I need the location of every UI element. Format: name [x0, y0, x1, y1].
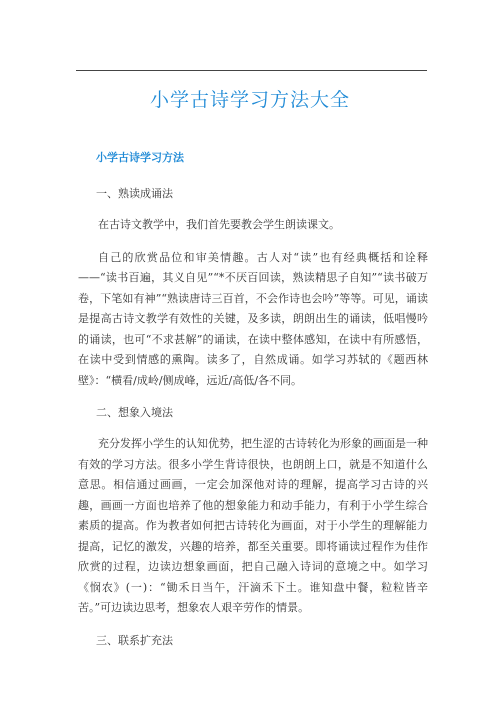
header-rule [76, 70, 427, 71]
subheading-1: 一、熟读成诵法 [96, 187, 173, 200]
subheading-3: 三、联系扩充法 [96, 633, 173, 647]
paragraph-1: 在古诗文教学中，我们首先要教会学生朗读课文。 [98, 218, 340, 231]
paragraph-2: 自己的欣赏品位和审美情趣。古人对“读”也有经典概括和诠释——“读书百遍，其义自见”“*不厌百回读，熟读精思子自知”“读书破万卷，下笔如有神”“熟读唐诗三百首，不会作诗也会吟”等等。可见，诵读是提高古诗文教学有效性的关键，及多读，朗朗出生的诵读，低唱慢吟的诵读，也可“不求甚解”的诵读，在读中整体感知，在读中有所感悟，在读中受到情感的熏陶。读多了，自然成诵。如学习苏轼的《题西林壁》：“横看/成岭/侧成峰，远近/高低/各不同。 [78, 250, 428, 387]
document-title: 小学古诗学习方法大全 [149, 89, 350, 111]
document-body [78, 148, 428, 662]
subheading-2: 二、想象入境法 [96, 406, 173, 419]
paragraph-3: 充分发挥小学生的认知优势，把生涩的古诗转化为形象的画面是一种有效的学习方法。很多小学生背诗很快，也朗朗上口，就是不知道什么意思。相信通过画画，一定会加深他对诗的理解，提高学习古诗的兴趣，画画一方面也培养了他的想象能力和动手能力，有利于小学生综合素质的提高。作为教者如何把古诗转化为画面，对于小学生的理解能力提高，记忆的激发，兴趣的培养，都至关重要。即将诵读过程作为佳作欣赏的过程，边读边想象画面，把自己融入诗词的意境之中。如学习《悯农》(一)：“锄禾日当午，汗滴禾下土。谁知盘中餐，粒粒皆辛苦。”可边读边思考，想象农人艰辛劳作的情景。 [78, 437, 428, 614]
section-heading: 小学古诗学习方法 [96, 151, 184, 164]
